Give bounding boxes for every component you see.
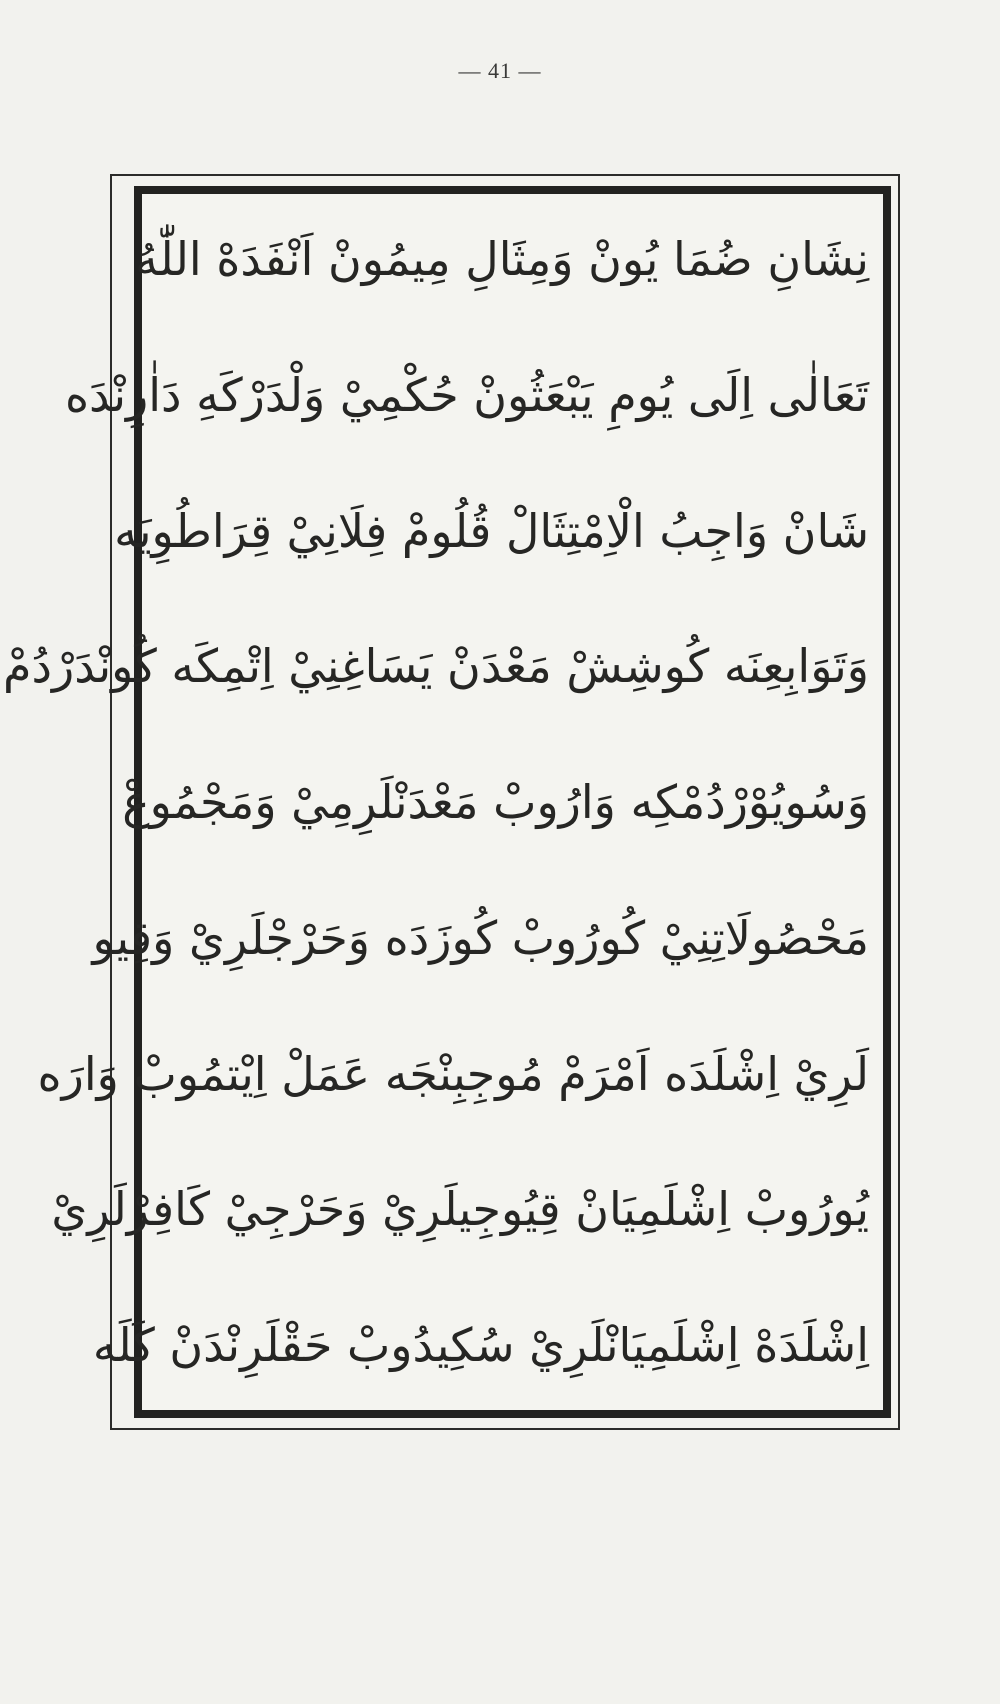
text-line-3: شَانْ وَاجِبُ الْاِمْتِثَالْ قُلُومْ فِلَانِيْ قِرَاطُوِيَه [114,503,869,558]
manuscript-text-block [3,200,875,1404]
text-frame [3,186,891,1418]
text-line-6: مَحْصُولَاتِنِيْ كُورُوبْ كُوزَدَه وَحَرْجْلَرِيْ وَقِيو [92,910,869,965]
text-line-4: وَتَوَابِعِنَه كُوشِشْ مَعْدَنْ يَسَاغِنِيْ اِتْمِكَه كُونْدَرْدُمْ [3,639,869,694]
text-line-9: اِشْلَدَهْ اِشْلَمِيَانْلَرِيْ سُكِيدُوبْ حَقْلَرِنْدَنْ كَلَه [92,1318,869,1372]
text-line-7: لَرِيْ اِشْلَدَه اَمْرَمْ مُوجِبِنْجَه عَمَلْ اِيْتمُوبْ وَارَه [37,1046,869,1101]
text-line-5: وَسُويُوْرْدُمْكِه وَارُوبْ مَعْدَنْلَرِمِيْ وَمَجْمُوعْ [122,775,869,829]
text-line-1: نِشَانِ ضُمَا يُونْ وَمِثَالِ مِيمُونْ اَنْفَدَهْ اللّٰهُ [134,232,869,286]
text-line-2: تَعَالٰى اِلَى يُومِ يَبْعَثُونْ حُكْمِيْ وَلْدَرْكَهِ دَاٰرِنْدَه [64,367,869,422]
page-number: — 41 — [458,58,542,83]
text-line-8: يُورُوبْ اِشْلَمِيَانْ قِيُوجِيلَرِيْ وَحَرْجِيْ كَافِرْلَرِيْ [51,1182,869,1237]
